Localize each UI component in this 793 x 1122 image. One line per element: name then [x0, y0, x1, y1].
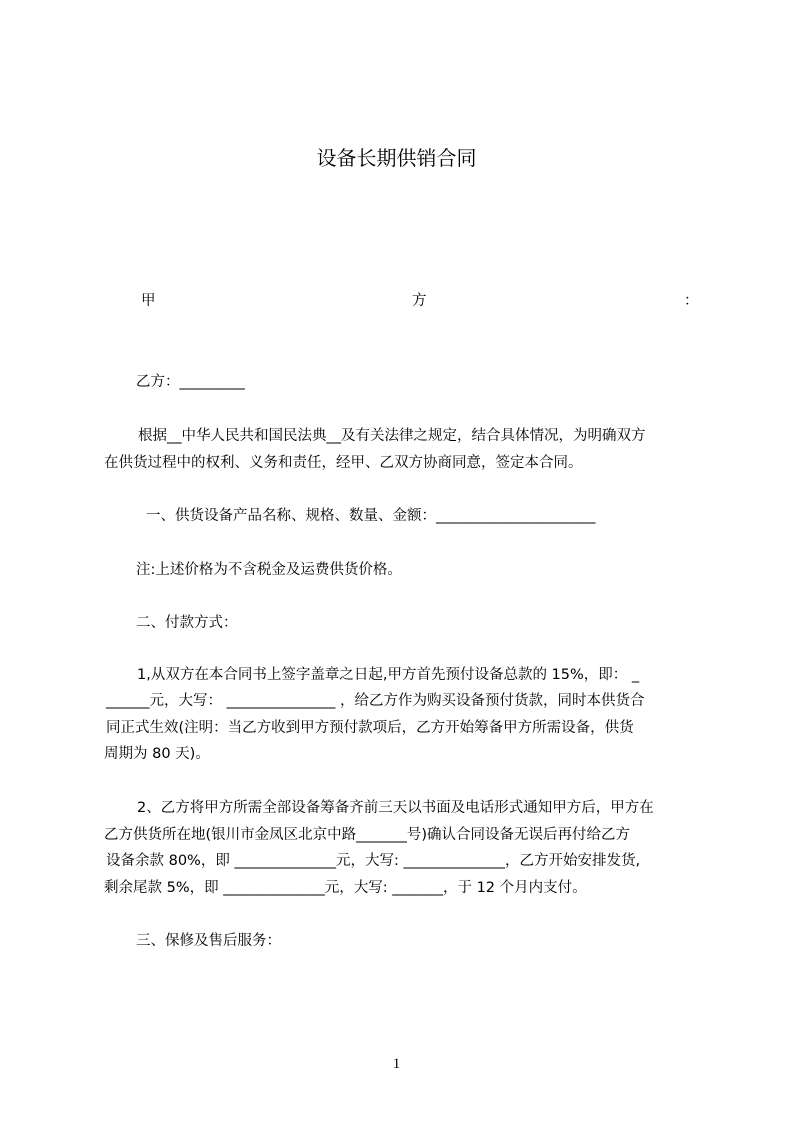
party-a-char-2: 方: [412, 293, 427, 309]
party-a-char-1: 甲: [141, 293, 156, 309]
clause-2-line-3: 设备余款 80%，即 ______________元，大写: ______________，乙方开始安排发货,: [106, 853, 641, 869]
page-number: 1: [392, 1056, 401, 1072]
section-3-heading: 三、保修及售后服务：: [136, 933, 281, 949]
clause-2-line-1: 2、乙方将甲方所需全部设备筹备齐前三天以书面及电话形式通知甲方后，甲方在: [137, 800, 654, 816]
clause-2-line-2: 乙方供货所在地(银川市金凤区北京中路_______号)确认合同设备无误后再付给乙方: [104, 827, 631, 843]
contract-title: 设备长期供销合同: [316, 146, 477, 170]
party-b-line: 乙方：_________: [136, 374, 245, 390]
section-2-heading: 二、付款方式：: [136, 615, 238, 631]
clause-1-line-4: 周期为 80 天)。: [104, 746, 210, 762]
preamble-line-1: 根据__中华人民共和国民法典__及有关法律之规定，结合具体情况，为明确双方: [138, 428, 646, 444]
clause-1-line-3: 同正式生效(注明：当乙方收到甲方预付款项后，乙方开始筹备甲方所需设备，供货: [106, 720, 634, 736]
clause-1-line-2: ______元，大写： _______________ ，给乙方作为购买设备预付货款，同时本供货合: [106, 693, 645, 709]
section-1-heading: 一、供货设备产品名称、规格、数量、金额：______________________: [146, 508, 596, 524]
preamble-line-2: 在供货过程中的权利、义务和责任，经甲、乙双方协商同意，签定本合同。: [104, 455, 583, 471]
clause-1-line-1: 1,从双方在本合同书上签字盖章之日起,甲方首先预付设备总款的 15%，即： _: [137, 667, 640, 683]
clause-2-line-4: 剩余尾款 5%，即 ______________元，大写: _______，于 12 个月内支付。: [104, 880, 587, 896]
price-note: 注:上述价格为不含税金及运费供货价格。: [136, 562, 402, 578]
party-a-colon: ：: [684, 293, 699, 309]
